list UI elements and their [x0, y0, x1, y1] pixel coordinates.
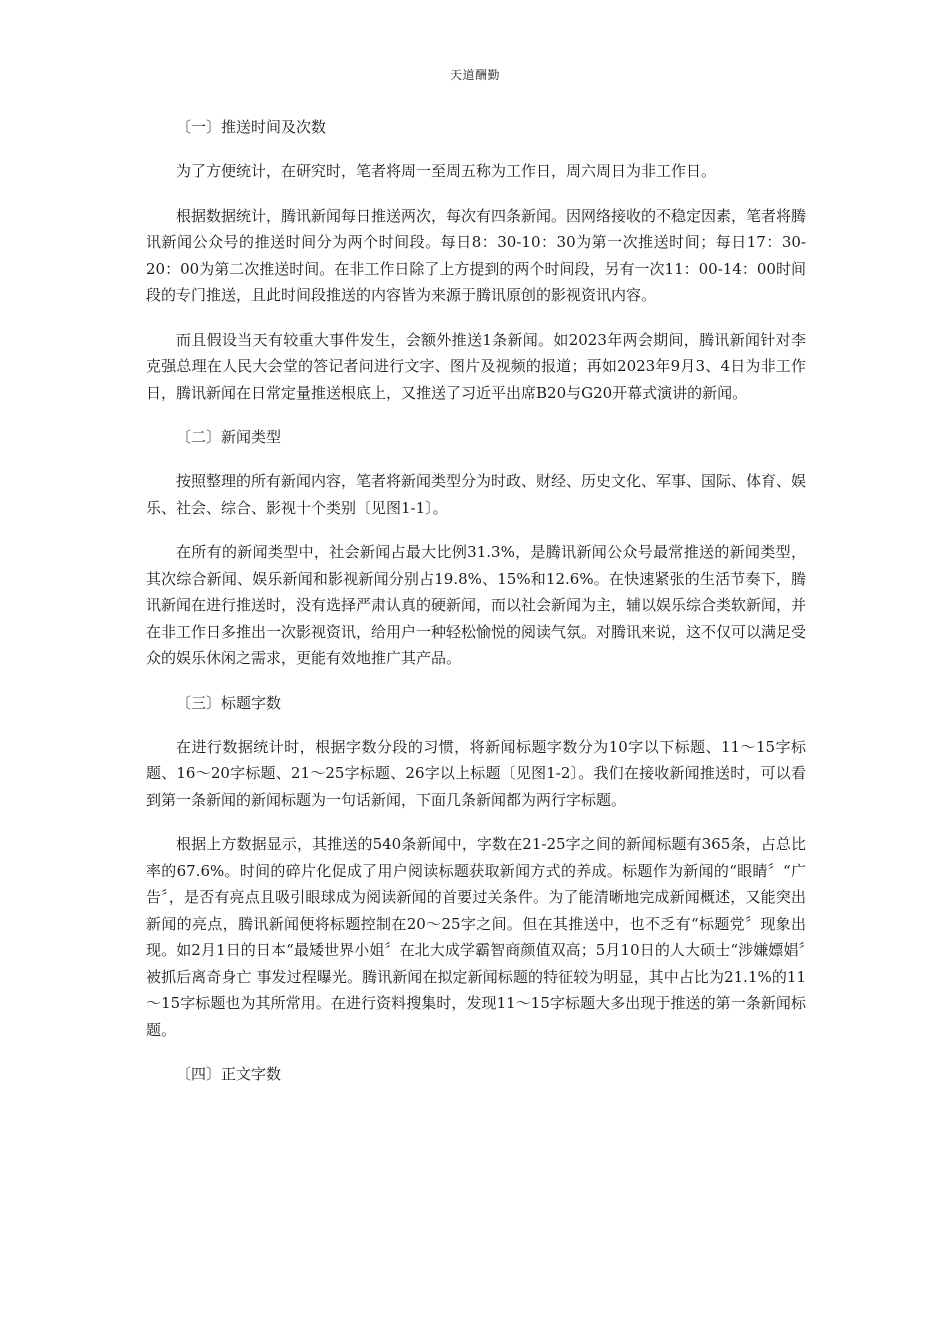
section-heading-1: 〔一〕推送时间及次数 [176, 118, 327, 136]
paragraph: 按照整理的所有新闻内容，笔者将新闻类型分为时政、财经、历史文化、军事、国际、体育、娱乐、社会、综合、影视十个类别〔见图1-1〕。 [146, 472, 807, 517]
section-heading-4: 〔四〕正文字数 [176, 1065, 282, 1083]
paragraph: 在进行数据统计时，根据字数分段的习惯，将新闻标题字数分为10字以下标题、11～15字标题、16～20字标题、21～25字标题、26字以上标题〔见图1-2〕。我们在接收新闻推送时，可以看到第一条新闻的新闻标题为一句话新闻，下面几条新闻都为两行字标题。 [146, 737, 806, 809]
section-heading-2: 〔二〕新闻类型 [176, 428, 282, 446]
page-header: 天道酬勤 [449, 68, 500, 82]
paragraph: 在所有的新闻类型中，社会新闻占最大比例31.3%，是腾讯新闻公众号最常推送的新闻类型，其次综合新闻、娱乐新闻和影视新闻分别占19.8%、15%和12.6%。在快速紧张的生活节奏下，腾讯新闻在进行推送时，没有选择严肃认真的硬新闻，而以社会新闻为主，辅以娱乐综合类软新闻，并在非工作日多推出一次影视资讯，给用户一种轻松愉悦的阅读气氛。对腾讯来说，这不仅可以满足受众的娱乐休闲之需求，更能有效地推广其产品。 [146, 543, 807, 667]
paragraph: 根据上方数据显示，其推送的540条新闻中，字数在21-25字之间的新闻标题有365条，占总比率的67.6%。时间的碎片化促成了用户阅读标题获取新闻方式的养成。标题作为新闻的“眼睛〞“广告〞，是否有亮点且吸引眼球成为阅读新闻的首要过关条件。为了能清晰地完成新闻概述，又能突出新闻的亮点，腾讯新闻便将标题控制在20～25字之间。但在其推送中，也不乏有“标题党〞现象出现。如2月1日的日本“最矮世界小姐〞在北大成学霸智商颜值双高；5月10日的人大硕士“涉嫌嫖娼〞被抓后离奇身亡 事发过程曝光。腾讯新闻在拟定新闻标题的特征较为明显，其中占比为21.1%的11～15字标题也为其所常用。在进行资料搜集时，发现11～15字标题大多出现于推送的第一条新闻标题。 [146, 835, 806, 1039]
paragraph: 根据数据统计，腾讯新闻每日推送两次，每次有四条新闻。因网络接收的不稳定因素，笔者将腾讯新闻公众号的推送时间分为两个时间段。每日8：30-10：30为第一次推送时间；每日17：30-20：00为第二次推送时间。在非工作日除了上方提到的两个时间段，另有一次11：00-14：00时间段的专门推送，且此时间段推送的内容皆为来源于腾讯原创的影视资讯内容。 [146, 206, 807, 304]
paragraph: 为了方便统计，在研究时，笔者将周一至周五称为工作日，周六周日为非工作日。 [176, 162, 717, 180]
document-body [146, 114, 806, 1105]
section-heading-3: 〔三〕标题字数 [176, 693, 282, 712]
paragraph: 而且假设当天有较重大事件发生，会额外推送1条新闻。如2023年两会期间，腾讯新闻针对李克强总理在人民大会堂的答记者问进行文字、图片及视频的报道；再如2023年9月3、4日为非工作日，腾讯新闻在日常定量推送根底上，又推送了习近平出席B20与G20开幕式演讲的新闻。 [146, 330, 806, 402]
